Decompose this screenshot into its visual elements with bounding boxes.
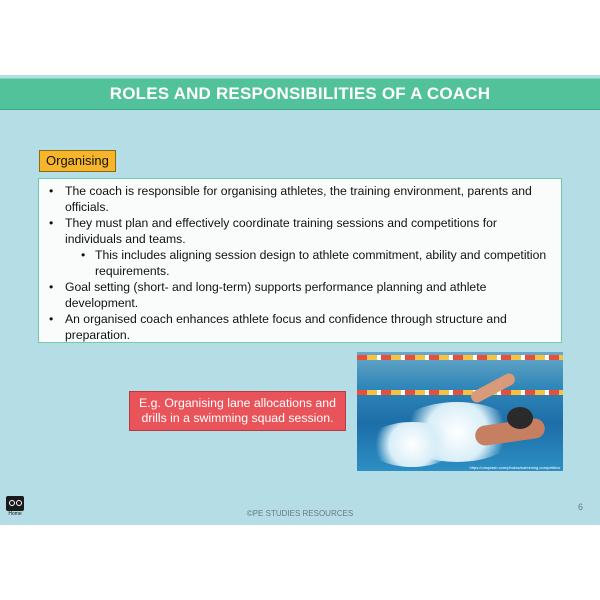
slide (0, 75, 600, 525)
bullet-list (47, 183, 551, 343)
page-number: 6 (578, 502, 584, 512)
bullet-text: The coach is responsible for organising athletes, the training environment, parents and officials. (65, 184, 532, 214)
lane-rope (357, 355, 563, 360)
slide-title: ROLES AND RESPONSIBILITIES OF A COACH (109, 84, 491, 103)
bullet-text: They must plan and effectively coordinate training sessions and competitions for individuals and teams. (65, 216, 497, 246)
bullet-item: • An organised coach enhances athlete focus and confidence through structure and preparation. (49, 312, 507, 342)
bullet-item: • Goal setting (short- and long-term) supports performance planning and athlete development. (49, 280, 487, 310)
bullet-item: • They must plan and effectively coordinate training sessions and competitions for individuals and teams. (49, 216, 497, 246)
section-label: Organising (39, 150, 116, 172)
bullet-item: • The coach is responsible for organising athletes, the training environment, parents and officials. (49, 184, 532, 214)
swimmer-photo (357, 352, 563, 471)
photo-credit: https://unsplash.com/photos/swimming-competition (469, 465, 560, 470)
bullet-text: Goal setting (short- and long-term) supports performance planning and athlete development. (65, 280, 487, 310)
bullet-text: This includes aligning session design to athlete commitment, ability and competition requirements. (95, 248, 547, 278)
lane-rope (357, 390, 563, 395)
title-bar (0, 78, 600, 110)
example-callout: E.g. Organising lane allocations and drills in a swimming squad session. (129, 391, 346, 431)
home-label: Home (8, 511, 22, 517)
swimmer-head (507, 407, 533, 429)
swimmer-arm (469, 371, 517, 404)
water-splash (367, 422, 457, 467)
footer-copyright: ©PE STUDIES RESOURCES (246, 509, 354, 518)
sub-bullet-item: • This includes aligning session design to athlete commitment, ability and competition requirements. (81, 248, 547, 278)
bullet-text: An organised coach enhances athlete focus and confidence through structure and preparation. (65, 312, 507, 342)
bullet-list-box (38, 178, 562, 343)
